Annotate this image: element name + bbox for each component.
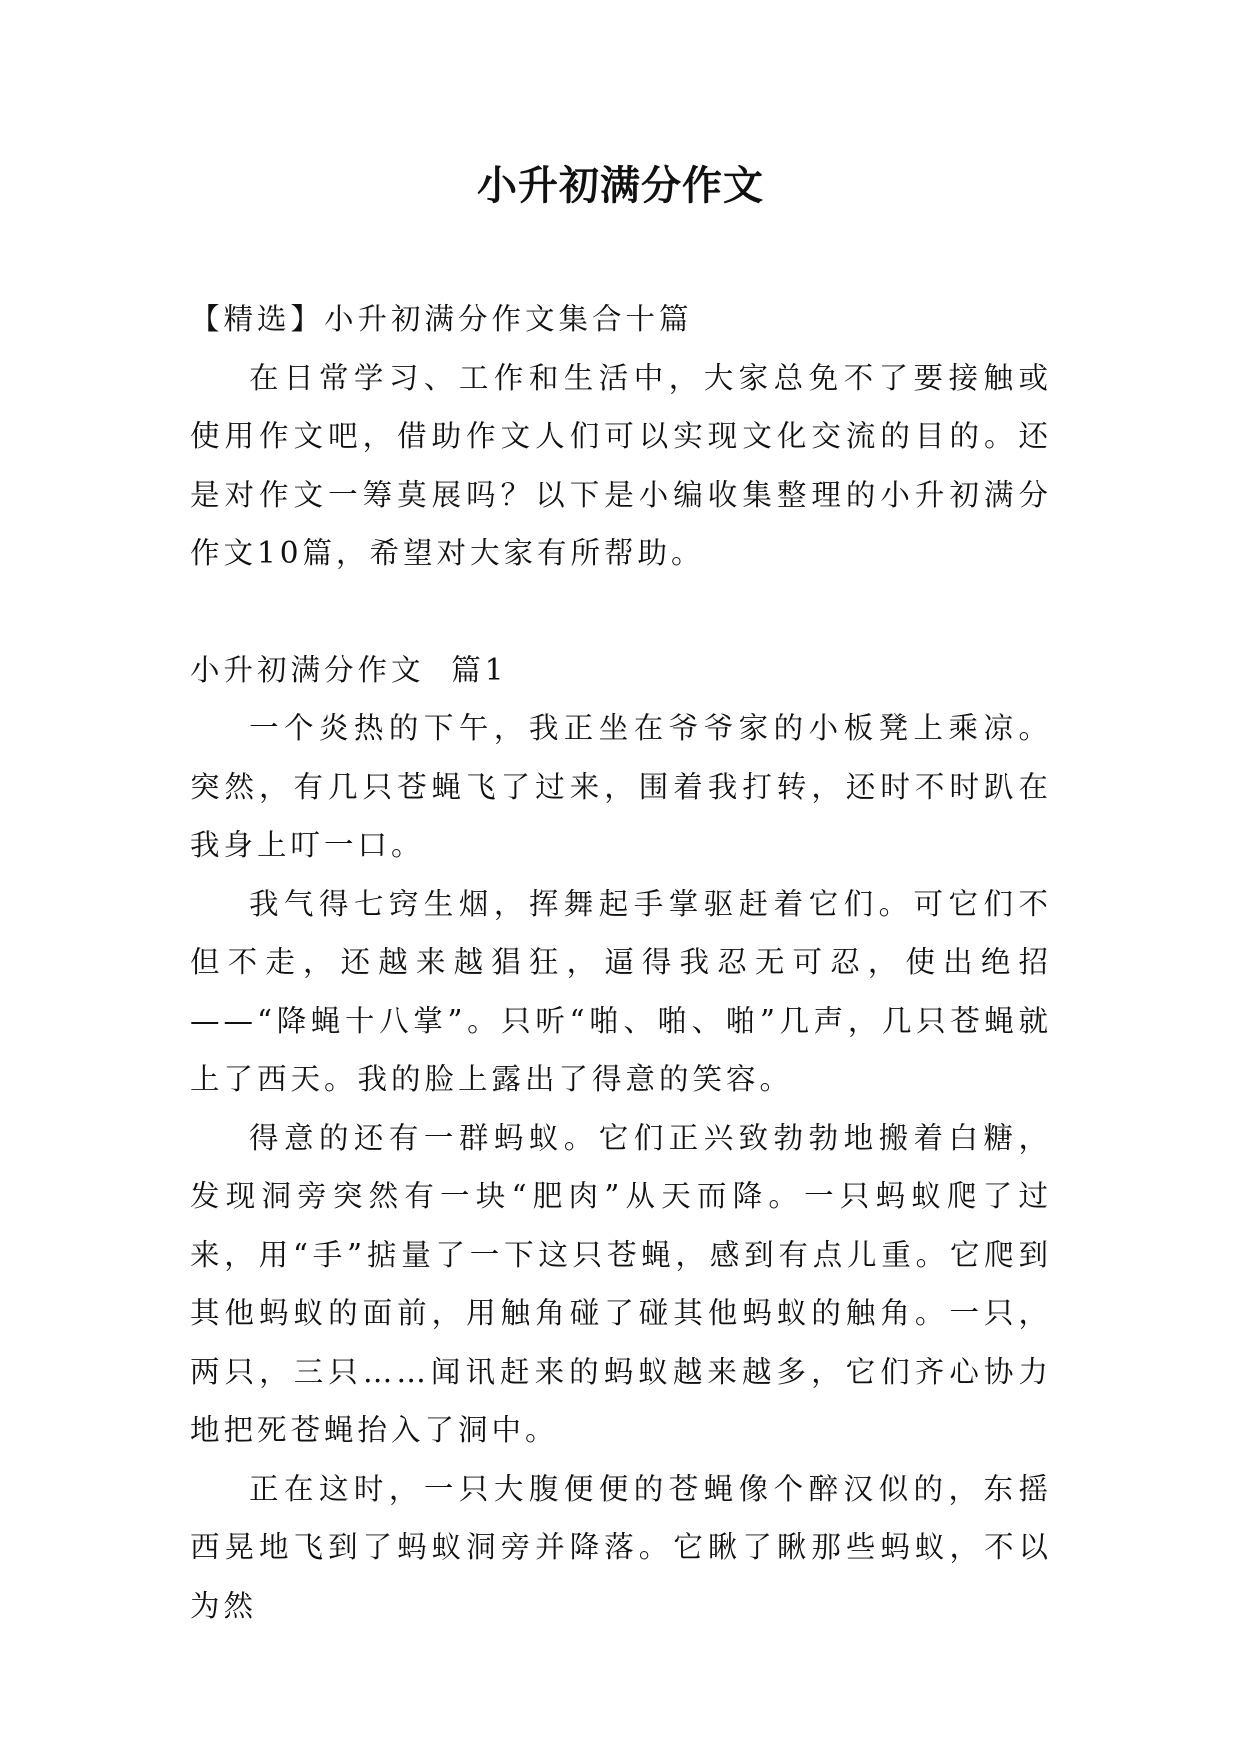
document-body — [190, 290, 1052, 1635]
essay-paragraph-2: 我气得七窍生烟，挥舞起手掌驱赶着它们。可它们不但不走，还越来越猖狂，逼得我忍无可忍，使出绝招——“降蝇十八掌”。只听“啪、啪、啪”几声，几只苍蝇就上了西天。我的脸上露出了得意的笑容。 — [190, 886, 1052, 1096]
document-title: 小升初满分作文 — [477, 163, 764, 209]
essay-paragraph-3: 得意的还有一群蚂蚁。它们正兴致勃勃地搬着白糖，发现洞旁突然有一块“肥肉”从天而降。一只蚂蚁爬了过来，用“手”掂量了一下这只苍蝇，感到有点儿重。它爬到其他蚂蚁的面前，用触角碰了碰其他蚂蚁的触角。一只，两只，三只……闻讯赶来的蚂蚁越来越多，它们齐心协力地把死苍蝇抬入了洞中。 — [190, 1120, 1052, 1447]
intro-paragraph: 在日常学习、工作和生活中，大家总免不了要接触或使用作文吧，借助作文人们可以实现文化交流的目的。还是对作文一筹莫展吗？以下是小编收集整理的小升初满分作文10篇，希望对大家有所帮助。 — [190, 360, 1052, 570]
essay-paragraph-1: 一个炎热的下午，我正坐在爷爷家的小板凳上乘凉。突然，有几只苍蝇飞了过来，围着我打转，还时不时趴在我身上叮一口。 — [190, 711, 1052, 862]
document-subtitle: 【精选】小升初满分作文集合十篇 — [190, 302, 693, 336]
section-heading: 小升初满分作文 篇1 — [190, 652, 508, 687]
essay-paragraph-4: 正在这时，一只大腹便便的苍蝇像个醉汉似的，东摇西晃地飞到了蚂蚁洞旁并降落。它瞅了瞅那些蚂蚁，不以为然 — [190, 1471, 1052, 1623]
